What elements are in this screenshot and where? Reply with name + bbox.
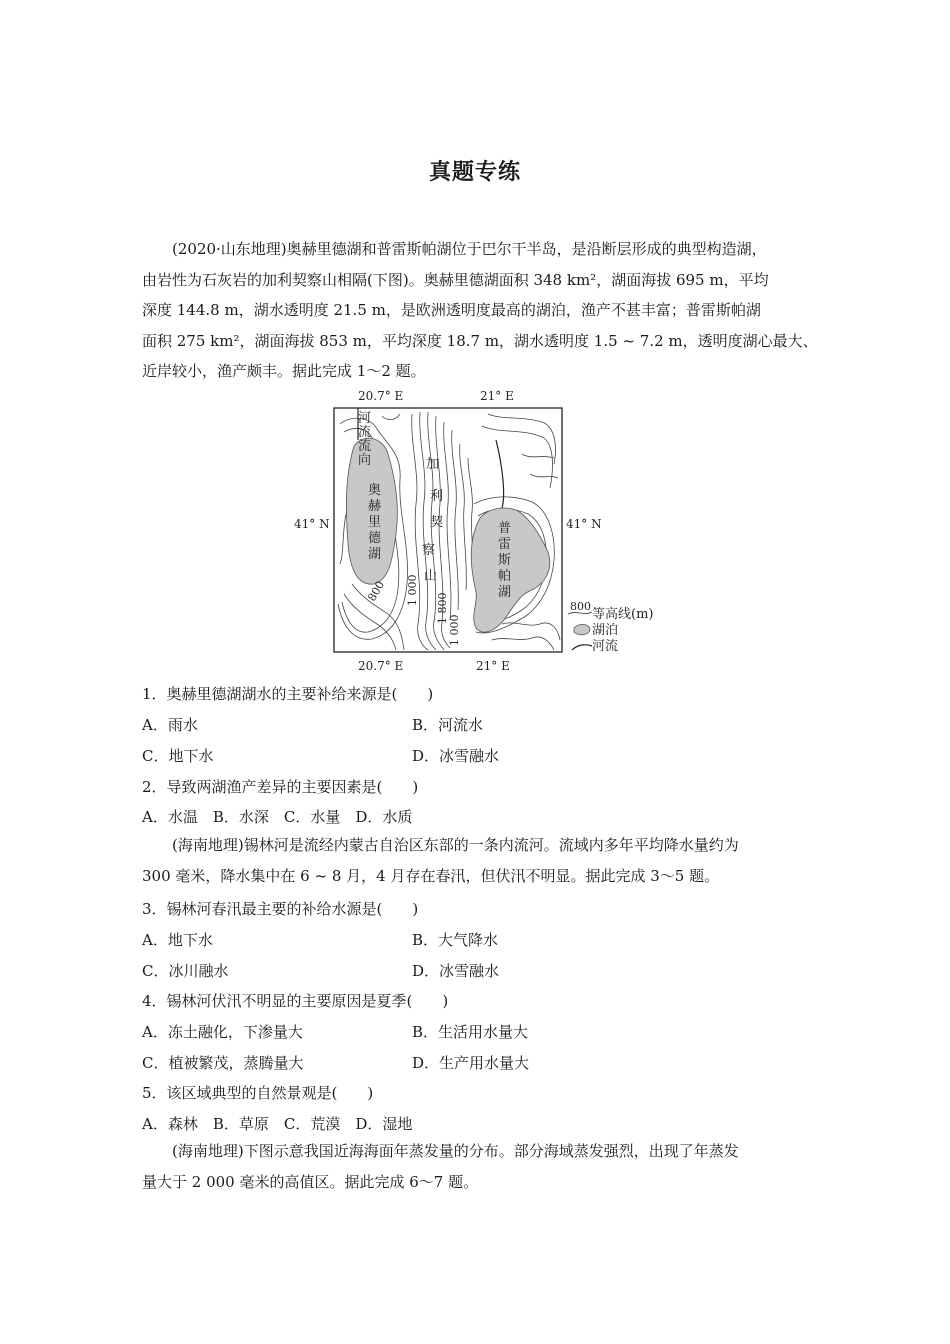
lake-prespa-char: 湖 [498,585,512,600]
q1-option-b: B．河流水 [412,716,484,734]
lake-ohrid-char: 赫 [368,499,382,514]
intro-line: (海南地理)锡林河是流经内蒙古自治区东部的一条内流河。流域内多年平均降水量约为 [172,836,739,854]
lake-prespa-char: 雷 [498,537,512,552]
lake-ohrid-char: 湖 [368,547,382,562]
lon-label-top-right: 21° E [480,389,514,403]
q1-option-d: D．冰雪融水 [412,747,500,765]
q1-option-c: C．地下水 [142,747,214,765]
mountain-char: 契 [430,515,444,530]
intro-paragraph-1 [142,234,822,387]
lon-label-top-left: 20.7° E [358,389,404,403]
lon-label-bottom-right: 21° E [476,659,510,673]
q3-option-b: B．大气降水 [412,931,499,949]
lake-ohrid-char: 奥 [368,483,382,498]
q1-option-a: A．雨水 [142,716,198,734]
mountain-char: 察 [422,543,436,558]
q5-options: A．森林 B．草原 C．荒漠 D．湿地 [142,1115,413,1133]
legend-contour-value: 800 [570,600,591,613]
lon-label-bottom-left: 20.7° E [358,659,404,673]
question-5: 5．该区域典型的自然景观是( ) [142,1084,374,1102]
contour-label: 1 000 [406,574,419,606]
contour-label: 800 [365,578,388,604]
legend-lake-swatch [574,624,590,634]
river-direction-char: 流 [358,425,372,440]
question-4: 4．锡林河伏汛不明显的主要原因是夏季( ) [142,992,449,1010]
mountain-char: 加 [426,457,440,472]
question-3: 3．锡林河春汛最主要的补给水源是( ) [142,900,419,918]
intro-line: 由岩性为石灰岩的加利契察山相隔(下图)。奥赫里德湖面积 348 km²，湖面海拔 695 m，平均 [142,270,769,289]
intro-line: 近岸较小，渔产颇丰。据此完成 1～2 题。 [142,362,426,380]
question-2: 2．导致两湖渔产差异的主要因素是( ) [142,778,419,796]
intro-line: (2020·山东地理)奥赫里德湖和普雷斯帕湖位于巴尔干半岛，是沿断层形成的典型构造湖， [172,240,767,258]
lake-ohrid-char: 德 [368,531,382,546]
river-direction-char: 向 [358,453,372,468]
river-direction-char: 河 [358,411,372,426]
lake-prespa-char: 普 [498,521,512,536]
mountain-char: 利 [430,489,444,504]
intro-line: 面积 275 km²，湖面海拔 853 m，平均深度 18.7 m，湖水透明度 1.5 ~ 7.2 m，透明度湖心最大、 [142,331,818,350]
intro-line: 300 毫米，降水集中在 6 ~ 8 月，4 月存在春汛，但伏汛不明显。据此完成 3～5 题。 [142,866,720,885]
question-1: 1．奥赫里德湖湖水的主要补给来源是( ) [142,685,434,703]
legend-river-swatch [572,645,592,650]
lat-label-left: 41° N [294,517,330,531]
legend-lake-label: 湖泊 [592,623,619,638]
intro-line: (海南地理)下图示意我国近海海面年蒸发量的分布。部分海域蒸发强烈，出现了年蒸发 [172,1142,739,1160]
q2-options: A．水温 B．水深 C．水量 D．水质 [142,808,413,826]
map-legend [568,600,653,654]
intro-paragraph-2 [142,830,822,891]
q3-option-a: A．地下水 [142,931,213,949]
mountain-char: 山 [424,569,438,584]
lake-prespa-char: 帕 [498,569,512,584]
legend-river-label: 河流 [592,639,619,654]
river-direction-char: 流 [358,439,372,454]
contour-label: 1 000 [448,614,461,646]
intro-line: 量大于 2 000 毫米的高值区。据此完成 6～7 题。 [142,1172,479,1191]
q4-option-c: C．植被繁茂，蒸腾量大 [142,1054,304,1072]
q3-option-c: C．冰川融水 [142,962,229,980]
intro-line: 深度 144.8 m，湖水透明度 21.5 m，是欧洲透明度最高的湖泊，渔产不甚丰富；普雷斯帕湖 [142,301,761,319]
legend-contour-label: 等高线(m) [592,607,654,622]
lake-ohrid-char: 里 [368,515,382,530]
lake-prespa-char: 斯 [498,553,512,568]
q4-option-d: D．生产用水量大 [412,1054,530,1072]
lat-label-right: 41° N [566,517,602,531]
contour-label: 1 800 [436,592,449,624]
page-title: 真题专练 [428,160,521,185]
q3-option-d: D．冰雪融水 [412,962,500,980]
q4-option-b: B．生活用水量大 [412,1023,529,1041]
lake-contour-map [292,384,662,676]
intro-paragraph-3 [142,1136,822,1197]
q4-option-a: A．冻土融化，下渗量大 [142,1023,303,1041]
